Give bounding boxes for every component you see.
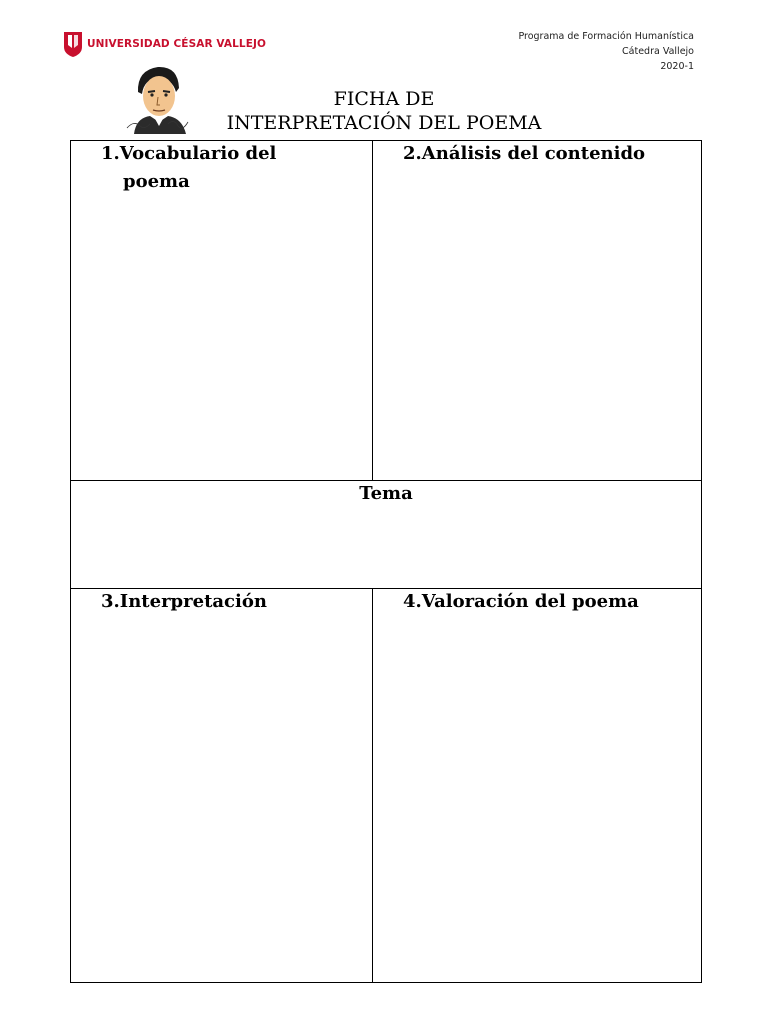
theme-cell[interactable]	[71, 481, 701, 589]
header-info	[518, 29, 694, 74]
period: 2020-1	[660, 61, 694, 72]
program-name: Programa de Formación Humanística	[518, 31, 694, 42]
vocabulary-cell[interactable]	[71, 141, 373, 481]
page-title	[0, 87, 768, 135]
interpretation-heading: 3.Interpretación	[101, 591, 267, 612]
interpretation-cell[interactable]	[71, 589, 373, 982]
ucv-shield-icon	[63, 30, 83, 58]
theme-heading: Tema	[359, 483, 413, 504]
analysis-cell[interactable]	[373, 141, 701, 481]
logo-text: UNIVERSIDAD CÉSAR VALLEJO	[87, 38, 267, 50]
analysis-heading: 2.Análisis del contenido	[403, 143, 646, 164]
vocabulary-heading-line-1: 1.Vocabulario del	[101, 143, 277, 164]
title-line-2: INTERPRETACIÓN DEL POEMA	[226, 112, 542, 134]
worksheet-table	[70, 140, 702, 983]
title-line-1: FICHA DE	[333, 88, 435, 110]
valuation-heading: 4.Valoración del poema	[403, 591, 639, 612]
valuation-cell[interactable]	[373, 589, 701, 982]
vocabulary-heading-line-2: poema	[123, 171, 190, 192]
chair-name: Cátedra Vallejo	[622, 46, 694, 57]
university-logo	[63, 30, 266, 58]
vocabulary-heading	[101, 140, 321, 196]
